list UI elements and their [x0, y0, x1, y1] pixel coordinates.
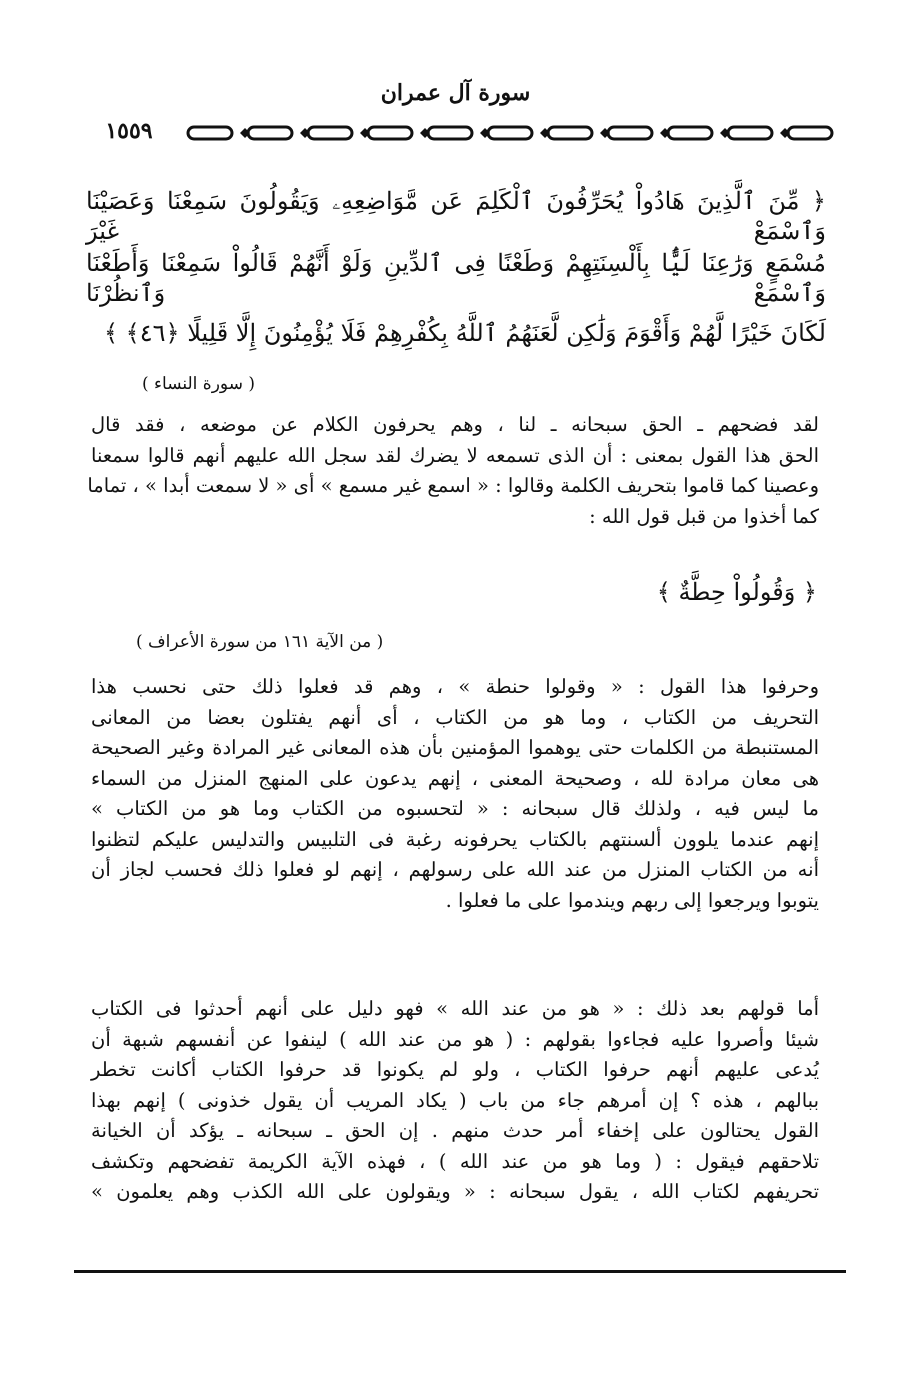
footer-rule	[74, 1270, 846, 1273]
commentary-paragraph	[91, 672, 819, 916]
text-line: كما أخذوا من قبل قول الله :	[589, 504, 819, 528]
text-line: الحق هذا القول بمعنى : أن الذى تسمعه لا يضرك لقد سجل الله عليهم أنهم قالوا سمعنا	[91, 443, 819, 467]
text-line: أما قولهم بعد ذلك : « هو من عند الله » فهو دليل على أنهم أحدثوا فى الكتاب	[91, 997, 819, 1020]
text-line: شيئا وأصروا عليه فجاءوا بقولهم : ( هو من عند الله ) لينفوا عن أنفسهم شبهة أن	[91, 1027, 819, 1051]
text-line: ببالهم ، هذه ؟ إن أمرهم جاء من باب ( يكاد المريب أن يقول خذونى ) إنهم بهذا	[91, 1088, 819, 1112]
commentary-paragraph	[91, 994, 819, 1208]
text-line: يتوبوا ويرجعوا إلى ربهم ويندموا على ما فعلوا .	[445, 888, 819, 912]
text-line: إنهم عندما يلوون ألسنتهم بالكتاب يحرفونه رغبة فى التلبيس والتدليس عليكم لتظنوا	[91, 827, 819, 851]
ornamental-border	[72, 122, 842, 144]
text-line: القول يحتالون على إخفاء أمر حدث منهم . إن الحق ـ سبحانه ـ يؤكد أن الخيانة	[91, 1119, 819, 1142]
quran-verse-line: مُسْمَعٍ وَرَٰعِنَا لَيًّۢا بِأَلْسِنَتِهِمْ وَطَعْنًا فِى ٱلدِّينِ وَلَوْ أَنَّهُمْ قَالُواْ سَمِعْنَا وَأَطَعْنَا وَٱسْمَعْ وَٱنظُرْنَا	[86, 249, 826, 307]
verse-source-citation: ( من الآية ١٦١ من سورة الأعراف )	[136, 632, 384, 652]
commentary-paragraph	[87, 410, 819, 532]
quran-verse-line: ﴿ مِّنَ ٱلَّذِينَ هَادُواْ يُحَرِّفُونَ ٱلْكَلِمَ عَن مَّوَاضِعِهِۦ وَيَقُولُونَ سَمِعْنَا وَعَصَيْنَا وَٱسْمَعْ غَيْرَ	[86, 187, 826, 245]
surah-title-header: سورة آل عمران	[380, 80, 531, 106]
text-line: أنه من الكتاب المنزل من عند الله على رسولهم ، إنهم لو فعلوا ذلك فحسب لجاز أن	[91, 858, 819, 881]
text-line: التحريف من الكتاب ، وما هو من الكتاب ، أى أنهم يفتلون بعضا من المعانى	[91, 705, 819, 729]
text-line: ما ليس فيه ، ولذلك قال سبحانه : « لتحسبوه من الكتاب وما هو من الكتاب »	[91, 797, 819, 820]
verse-source-citation: ( سورة النساء )	[142, 374, 255, 394]
text-line: تحريفهم لكتاب الله ، يقول سبحانه : « ويقولون على الله الكذب وهم يعلمون »	[91, 1180, 819, 1203]
quran-verse-line: لَكَانَ خَيْرًا لَّهُمْ وَأَقْوَمَ وَلَٰكِن لَّعَنَهُمُ ٱللَّهُ بِكُفْرِهِمْ فَلَا يُؤْمِنُونَ إِلَّا قَلِيلًا ﴿٤٦﴾ ﴾	[103, 319, 826, 347]
text-line: وحرفوا هذا القول : « وقولوا حنطة » ، وهم قد فعلوا ذلك حتى نحسب هذا	[91, 675, 819, 698]
text-line: لقد فضحهم ـ الحق سبحانه ـ لنا ، وهم يحرفون الكلام عن موضعه ، فقد قال	[91, 413, 819, 436]
text-line: وعصينا كما قاموا بتحريف الكلمة وقالوا : « اسمع غير مسمع » أى « لا سمعت أبدا » ، تماما	[87, 474, 819, 497]
text-line: تلاحقهم فيقول : ( وما هو من عند الله ) ، فهذه الآية الكريمة تفضحهم وتكشف	[91, 1149, 819, 1173]
text-line: هى معان مرادة لله ، وصحيحة المعنى ، إنهم يدعون على المنهج المنزل من السماء	[91, 766, 819, 790]
quran-verse-short: ﴿ وَقُولُواْ حِطَّةٌ ﴾	[656, 578, 817, 606]
text-line: المستنبطة من الكلمات حتى يوهموا المؤمنين بأن هذه المعانى غير المرادة وغير الصحيحة	[91, 736, 819, 759]
text-line: يُدعى عليهم أنهم حرفوا الكتاب ، ولو لم يكونوا قد حرفوا الكتاب أكانت تخطر	[91, 1058, 819, 1081]
page-number: ١٥٥٩	[74, 118, 184, 144]
